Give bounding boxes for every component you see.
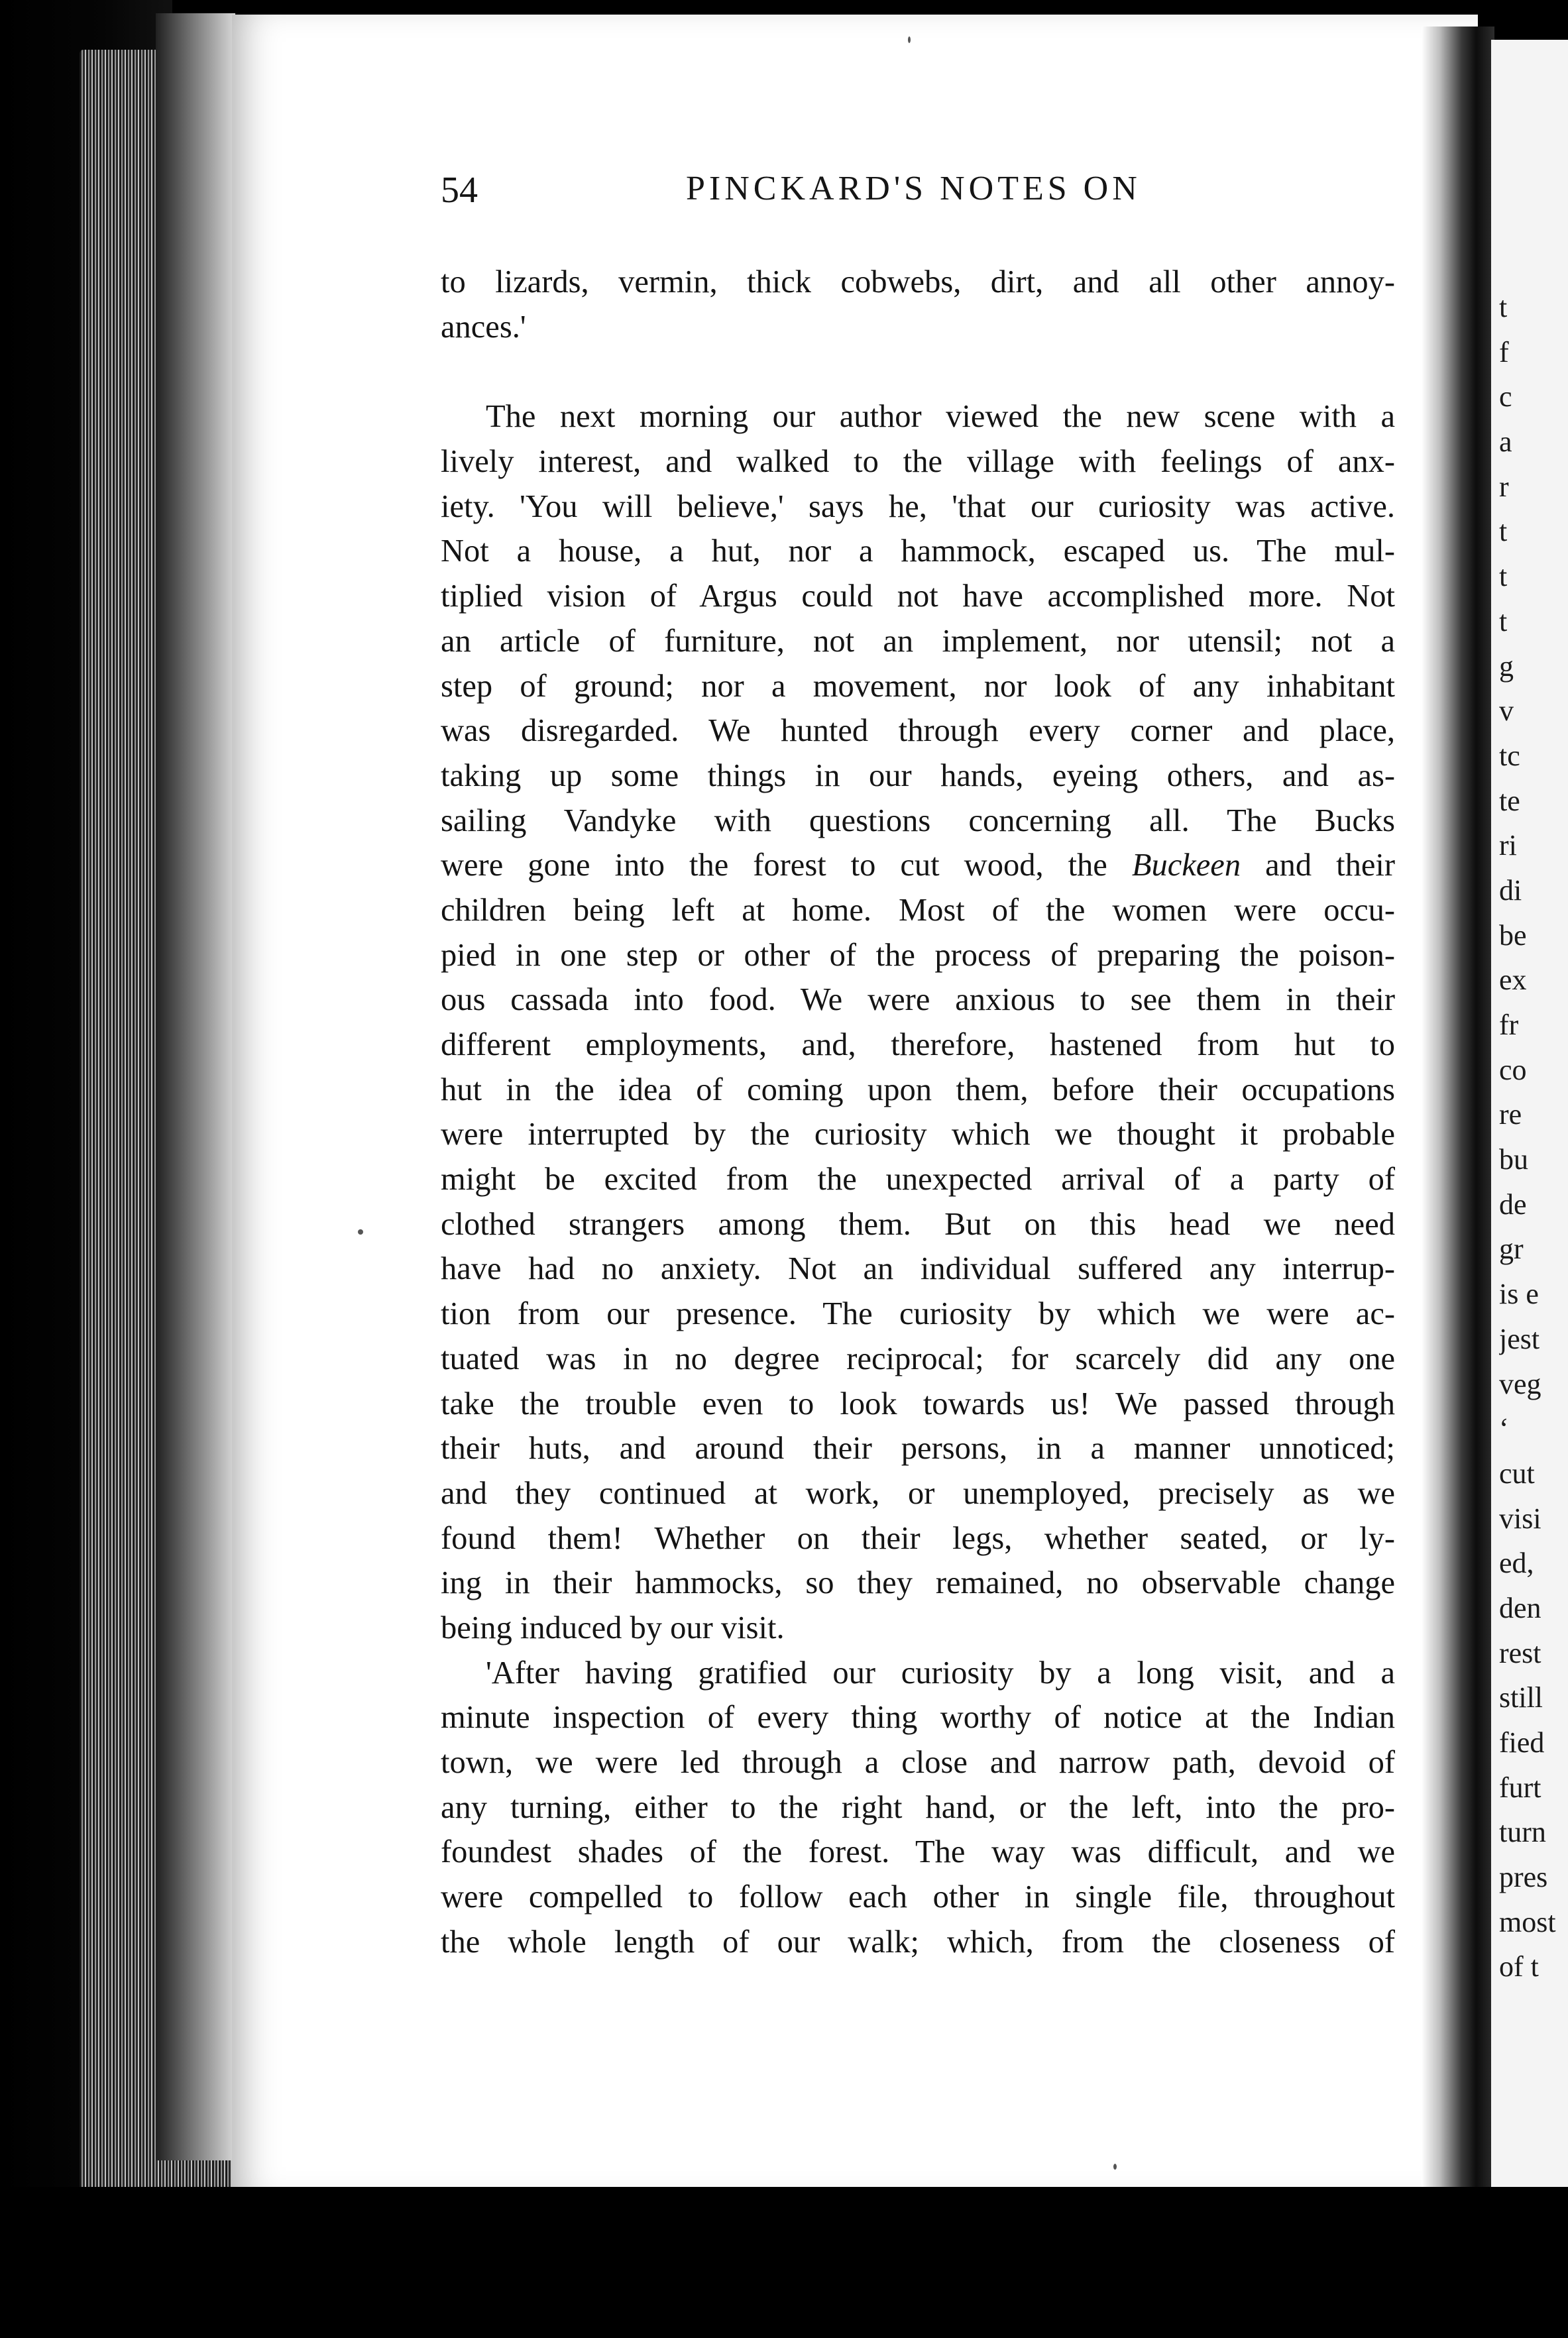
text-line: ous cassada into food. We were anxious to see them in their (441, 982, 1395, 1018)
facing-fragment: t (1499, 560, 1508, 593)
text-line: ing in their hammocks, so they remained, no observable change (441, 1565, 1395, 1601)
text-line: children being left at home. Most of the women were occu- (441, 892, 1395, 928)
facing-fragment: bu (1499, 1143, 1528, 1176)
facing-fragment: c (1499, 380, 1512, 414)
facing-fragment: v (1499, 695, 1514, 728)
facing-fragment: is e (1499, 1278, 1539, 1311)
page-edges-shadow (156, 13, 235, 2160)
facing-fragment: gr (1499, 1233, 1524, 1266)
text-line: step of ground; nor a movement, nor look of any inhabitant (441, 668, 1395, 704)
text-line: taking up some things in our hands, eyeing others, and as- (441, 757, 1395, 793)
book-gutter (1422, 27, 1494, 2194)
facing-fragment: de (1499, 1188, 1527, 1221)
text-line: to lizards, vermin, thick cobwebs, dirt, and all other annoy- (441, 264, 1395, 300)
facing-fragment: veg (1499, 1367, 1541, 1400)
text-line: tion from our presence. The curiosity by which we were ac- (441, 1296, 1395, 1332)
facing-fragment: r (1499, 470, 1509, 503)
facing-fragment: te (1499, 784, 1520, 817)
facing-fragment: jest (1499, 1322, 1540, 1355)
facing-fragment: t (1499, 291, 1508, 323)
text-line: was disregarded. We hunted through every corner and place, (441, 713, 1395, 749)
text-line: their huts, and around their persons, in a manner unnoticed; (441, 1431, 1395, 1467)
facing-fragment: a (1499, 425, 1512, 459)
text-line: the whole length of our walk; which, from the closeness of (441, 1924, 1395, 1960)
text-line: The next morning our author viewed the new scene with a (486, 399, 1395, 435)
facing-fragment: turn (1499, 1816, 1546, 1849)
text-line: Not a house, a hut, nor a hammock, escaped us. The mul- (441, 533, 1395, 569)
paragraph-gap (441, 349, 1395, 394)
page-number: 54 (441, 170, 478, 211)
facing-fragment: cut (1499, 1457, 1535, 1490)
text-line: any turning, either to the right hand, or the left, into the pro- (441, 1789, 1395, 1825)
facing-fragment: most (1499, 1905, 1556, 1938)
facing-fragment: ex (1499, 964, 1527, 997)
facing-fragment: g (1499, 649, 1514, 683)
body-text (441, 260, 1395, 1964)
facing-page-text (1499, 285, 1568, 1989)
text-line: sailing Vandyke with questions concerning all. The Bucks (441, 803, 1395, 838)
facing-fragment: pres (1499, 1861, 1548, 1894)
text-line: ances.' (441, 309, 526, 345)
bottom-shadow (0, 2187, 1568, 2338)
facing-fragment: rest (1499, 1636, 1541, 1669)
facing-fragment: fied (1499, 1726, 1545, 1759)
text-line: minute inspection of every thing worthy of notice at the Indian (441, 1700, 1395, 1736)
text-line: different employments, and, therefore, hastened from hut to (441, 1027, 1395, 1062)
text-line: lively interest, and walked to the village with feelings of anx- (441, 444, 1395, 480)
text-line: town, we were led through a close and narrow path, devoid of (441, 1745, 1395, 1780)
text-line: foundest shades of the forest. The way was difficult, and we (441, 1834, 1395, 1870)
facing-fragment: re (1499, 1098, 1522, 1131)
facing-fragment: ri (1499, 829, 1517, 862)
facing-fragment: of t (1499, 1950, 1539, 1983)
facing-fragment: tc (1499, 739, 1520, 772)
text-line: clothed strangers among them. But on this head we need (441, 1206, 1395, 1242)
text-line: pied in one step or other of the process of preparing the poison- (441, 937, 1395, 973)
facing-fragment: ed, (1499, 1547, 1534, 1580)
text-line: tuated was in no degree reciprocal; for scarcely did any one (441, 1341, 1395, 1376)
facing-fragment: den (1499, 1591, 1541, 1624)
text-line: found them! Whether on their legs, whether seated, or ly- (441, 1520, 1395, 1556)
facing-fragment: visi (1499, 1502, 1541, 1535)
facing-fragment: be (1499, 918, 1527, 952)
facing-fragment: ‘ (1499, 1412, 1509, 1445)
text-line: being induced by our visit. (441, 1610, 785, 1645)
facing-fragment: f (1499, 335, 1509, 368)
text-line: might be excited from the unexpected arrival of a party of (441, 1162, 1395, 1197)
text-line: were interrupted by the curiosity which we thought it probable (441, 1117, 1395, 1152)
facing-fragment: furt (1499, 1771, 1541, 1804)
text-line: 'After having gratified our curiosity by a long visit, and a (486, 1655, 1395, 1691)
facing-fragment: co (1499, 1053, 1527, 1086)
text-line: iety. 'You will believe,' says he, 'that our curiosity was active. (441, 488, 1395, 524)
facing-fragment: t (1499, 515, 1508, 548)
text-line: take the trouble even to look towards us! We passed through (441, 1386, 1395, 1421)
scan-speck (908, 36, 911, 43)
facing-fragment: t (1499, 604, 1508, 638)
text-line: and they continued at work, or unemployed, precisely as we (441, 1475, 1395, 1511)
text-line: tiplied vision of Argus could not have accomplished more. Not (441, 579, 1395, 614)
facing-fragment: fr (1499, 1009, 1519, 1041)
scan-speck (1113, 2164, 1117, 2170)
text-line: were compelled to follow each other in single file, throughout (441, 1879, 1395, 1915)
text-line: have had no anxiety. Not an individual suffered any interrup- (441, 1251, 1395, 1287)
scan-speck (358, 1229, 363, 1235)
facing-fragment: still (1499, 1681, 1543, 1714)
running-title: PINCKARD'S NOTES ON (686, 170, 1141, 207)
text-line: hut in the idea of coming upon them, before their occupations (441, 1072, 1395, 1107)
text-line: were gone into the forest to cut wood, the Buckeen and their (441, 848, 1395, 883)
italic-term: Buckeen (1131, 848, 1241, 883)
text-line: an article of furniture, not an implement, nor utensil; not a (441, 623, 1395, 659)
facing-fragment: di (1499, 873, 1522, 907)
